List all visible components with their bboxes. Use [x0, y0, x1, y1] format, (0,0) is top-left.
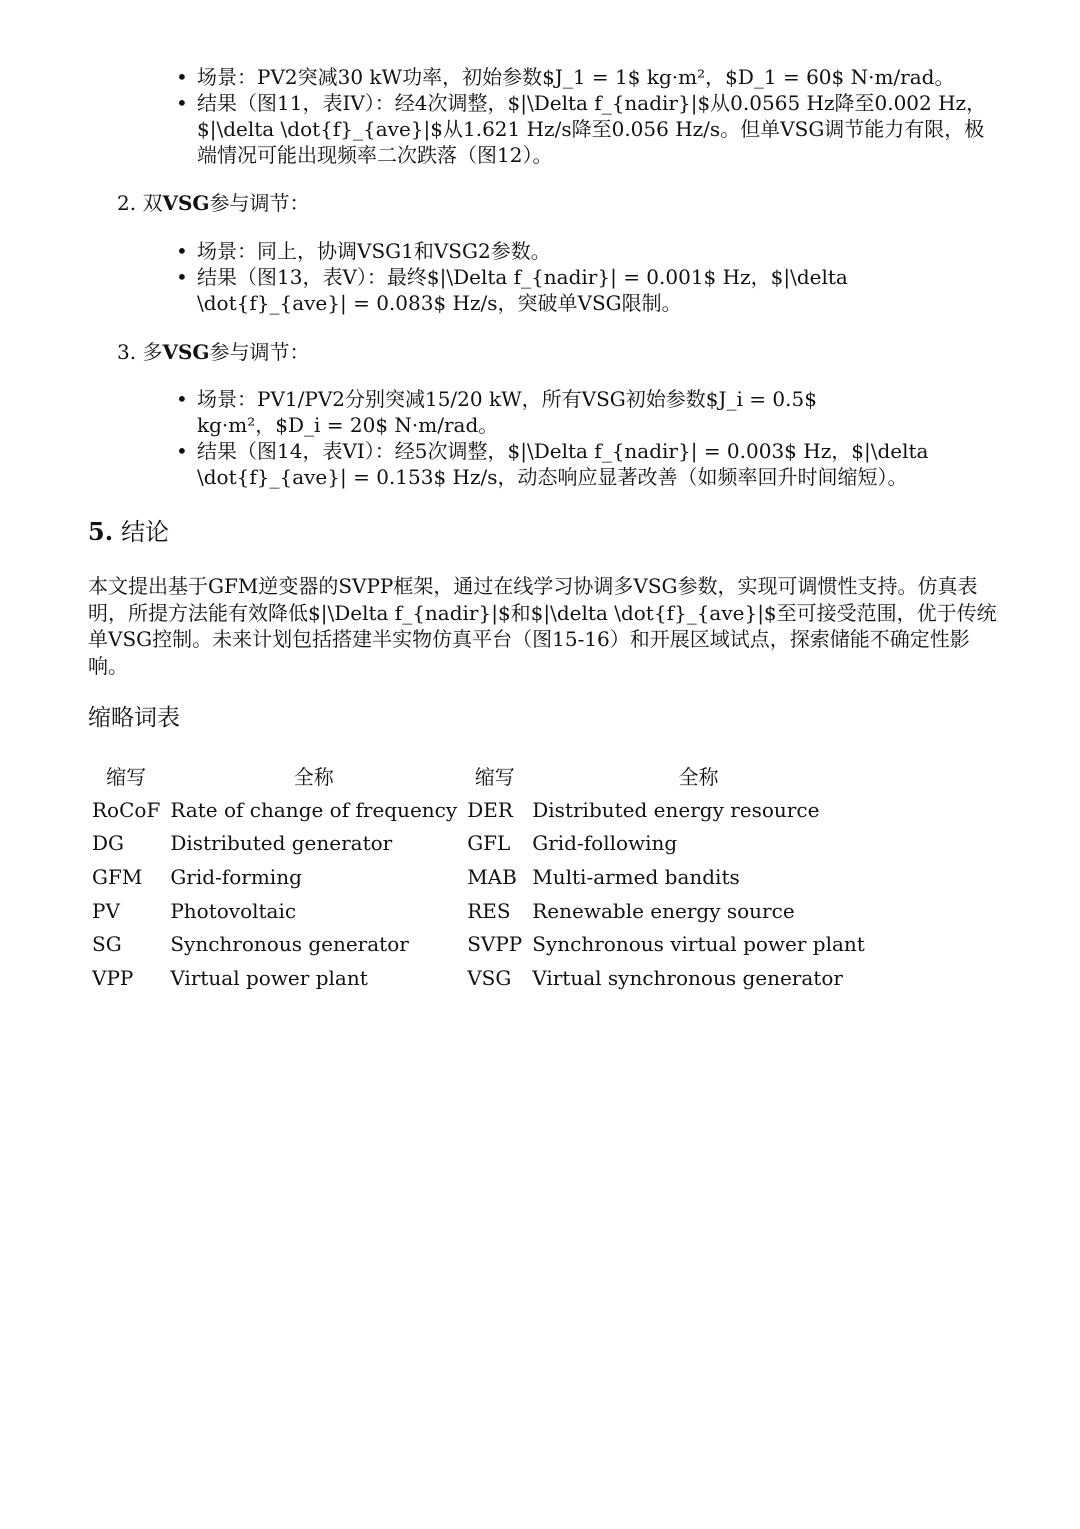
- table-row: [88, 793, 871, 827]
- header-full-2: 全称: [678, 765, 719, 790]
- conclusion-title: 结论: [121, 518, 170, 546]
- abbr-cell: DER: [467, 797, 513, 822]
- case2-bullet-list: [176, 238, 996, 316]
- header-abbr-2: 缩写: [474, 765, 515, 790]
- full-name-cell: Renewable energy source: [532, 898, 795, 923]
- full-name-cell: Rate of change of frequency: [170, 797, 458, 822]
- abbr-cell: RES: [467, 898, 511, 923]
- case2-number: 2.: [117, 191, 137, 215]
- case2-bold: VSG: [162, 191, 210, 215]
- abbr-cell: PV: [92, 898, 120, 923]
- table-row: [88, 927, 871, 961]
- header-abbr-1: 缩写: [106, 765, 147, 790]
- case2-suffix: 参与调节：: [209, 191, 310, 215]
- abbr-cell: VPP: [92, 965, 134, 990]
- abbr-cell: SVPP: [467, 932, 523, 957]
- table-row: [88, 894, 871, 928]
- full-name-cell: Virtual power plant: [170, 965, 368, 990]
- case3-bold: VSG: [162, 340, 210, 364]
- full-name-cell: Distributed generator: [170, 831, 393, 856]
- case3-number: 3.: [117, 340, 137, 364]
- full-name-cell: Synchronous virtual power plant: [532, 932, 865, 957]
- conclusion-paragraph: 本文提出基于GFM逆变器的SVPP框架，通过在线学习协调多VSG参数，实现可调惯性支持。仿真表明，所提方法能有效降低$|\Delta f_{nadir}|$和$|\delta \dot{f}_{ave}|$至可接受范围，优于传统单VSG控制。未来计划包括搭建半实物仿真平台（图15-16）和开展区域试点，探索储能不确定性影响。: [88, 574, 997, 678]
- table-row: [88, 826, 871, 860]
- case1-scenario-bullet: • 场景：PV2突减30 kW功率，初始参数$J_1 = 1$ kg·m²，$D_1 = 60$ N·m/rad。: [176, 64, 996, 90]
- case2-heading: [117, 190, 310, 216]
- full-name-cell: Synchronous generator: [170, 932, 409, 957]
- abbr-cell: MAB: [467, 864, 517, 889]
- case3-scenario-bullet: • 场景：PV1/PV2分别突减15/20 kW，所有VSG初始参数$J_i = 0.5$ kg·m²，$D_i = 20$ N·m/rad。: [176, 386, 876, 438]
- abbr-cell: GFM: [92, 864, 143, 889]
- conclusion-number: 5.: [88, 517, 114, 546]
- case3-suffix: 参与调节：: [209, 340, 310, 364]
- case1-bullet-list: [176, 64, 996, 168]
- abbr-cell: SG: [92, 932, 122, 957]
- full-name-cell: Virtual synchronous generator: [532, 965, 843, 990]
- table-row: [88, 860, 871, 894]
- abbreviation-table-title: 缩略词表: [88, 705, 180, 731]
- abbreviation-table: [88, 759, 871, 995]
- conclusion-heading: [88, 518, 169, 546]
- abbr-cell: VSG: [467, 965, 512, 990]
- header-full-1: 全称: [293, 765, 334, 790]
- full-name-cell: Grid-following: [532, 831, 678, 856]
- case3-prefix: 多: [142, 340, 163, 364]
- full-name-cell: Photovoltaic: [170, 898, 297, 923]
- abbr-cell: GFL: [467, 831, 511, 856]
- case1-result-bullet: • 结果（图11，表IV）：经4次调整，$|\Delta f_{nadir}|$从0.0565 Hz降至0.002 Hz，$|\delta \dot{f}_{ave}|$从1.621 Hz/s降至0.056 Hz/s。但单VSG调节能力有限，极端情况可能出现频率二次跌落（图12）。: [176, 90, 996, 168]
- full-name-cell: Distributed energy resource: [532, 797, 820, 822]
- case2-prefix: 双: [142, 191, 163, 215]
- case2-result-bullet: • 结果（图13，表V）：最终$|\Delta f_{nadir}| = 0.001$ Hz，$|\delta \dot{f}_{ave}| = 0.083$ Hz/s，突破单VSG限制。: [176, 264, 996, 316]
- case3-bullet-list: [176, 386, 929, 490]
- case3-result-bullet: • 结果（图14，表VI）：经5次调整，$|\Delta f_{nadir}| = 0.003$ Hz，$|\delta \dot{f}_{ave}| = 0.153$ Hz/s，动态响应显著改善（如频率回升时间缩短）。: [176, 438, 957, 490]
- case2-scenario-bullet: • 场景：同上，协调VSG1和VSG2参数。: [176, 238, 996, 264]
- abbr-cell: DG: [92, 831, 125, 856]
- full-name-cell: Grid-forming: [170, 864, 302, 889]
- table-row: [88, 961, 871, 995]
- abbr-cell: RoCoF: [92, 797, 161, 822]
- full-name-cell: Multi-armed bandits: [532, 864, 740, 889]
- case3-heading: [117, 339, 310, 365]
- abbreviation-header-row: [88, 759, 871, 793]
